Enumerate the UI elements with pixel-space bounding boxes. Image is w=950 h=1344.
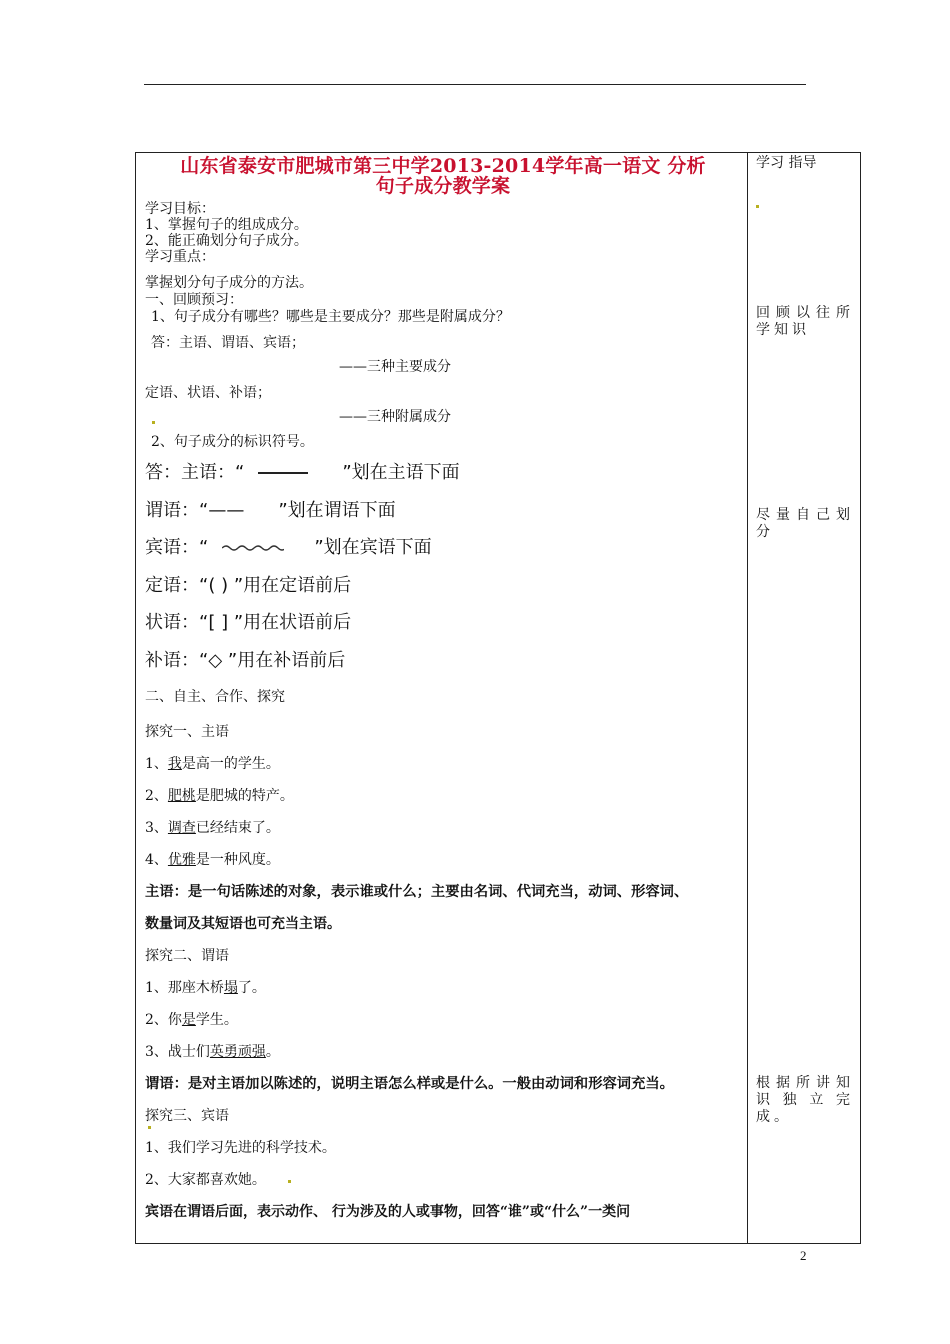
underlined-subject: 我 [167,756,182,772]
mark-object-suffix: ”划在宾语下面 [314,537,432,558]
example-rest: 了。 [237,980,266,996]
subject-example-4 [145,852,280,868]
example-rest: 是高一的学生。 [181,756,280,772]
section-2-heading: 二、自主、合作、探究 [145,689,285,705]
example-rest: 是一种风度。 [195,852,280,868]
underlined-predicate: 是 [181,1012,196,1028]
wavy-line-symbol [222,544,284,552]
header-rule [144,84,806,85]
underlined-subject: 优雅 [167,852,196,868]
example-text: 1、那座木桥 [145,980,224,996]
object-example-2: 2、大家都喜欢她。 [145,1172,266,1188]
speck-mark [152,421,155,424]
example-rest: 。 [265,1044,280,1060]
speck-mark [756,205,759,208]
focus-text: 掌握划分句子成分的方法。 [145,275,313,291]
underlined-subject: 调查 [167,820,196,836]
example-number: 4、 [145,852,168,868]
explore-2-heading: 探究二、谓语 [145,948,229,964]
main-column [145,153,741,1220]
example-rest: 学生。 [195,1012,238,1028]
title-line-1: 山东省泰安市肥城市第三中学2013-2014学年高一语文 分析 [180,155,706,177]
mark-complement: 补语：“◇ ”用在补语前后 [145,650,346,671]
underlined-predicate: 英勇顽强 [209,1044,266,1060]
example-rest: 是肥城的特产。 [195,788,294,804]
mark-adverbial: 状语：“[ ] ”用在状语前后 [145,612,352,633]
example-number: 3、 [145,820,168,836]
mark-predicate [145,501,396,521]
example-text: 2、你 [145,1012,182,1028]
review-answer-1: 答：主语、谓语、宾语； [151,335,305,351]
object-definition: 宾语在谓语后面，表示动作、 行为涉及的人或事物，回答“谁”或“什么”一类问 [145,1204,631,1220]
mark-attributive: 定语：“( ) ”用在定语前后 [145,575,352,596]
object-example-1: 1、我们学习先进的科学技术。 [145,1140,336,1156]
predicate-example-3 [145,1044,280,1060]
subject-example-3 [145,820,280,836]
review-question-1: 1、句子成分有哪些？哪些是主要成分？那些是附属成分？ [151,309,510,325]
guidance-note-practice: 根据所讲知识独立完成。 [756,1075,854,1125]
review-answer-2-note: ——三种附属成分 [339,409,451,425]
goal-1: 1、掌握句子的组成成分。 [145,217,308,233]
review-heading: 一、回顾预习： [145,292,243,308]
mark-object-prefix: 宾语：“ [145,537,209,558]
title-line-2: 句子成分教学案 [375,175,511,197]
underlined-predicate: 塌 [223,980,238,996]
subject-example-2 [145,788,294,804]
goal-2: 2、能正确划分句子成分。 [145,233,308,249]
predicate-definition: 谓语：是对主语加以陈述的，说明主语怎么样或是什么。一般由动词和形容词充当。 [145,1076,674,1092]
column-divider [747,153,748,1243]
review-answer-2: 定语、状语、补语； [145,385,271,401]
lesson-table [135,152,861,1244]
example-number: 2、 [145,788,168,804]
mark-subject-prefix: 答：主语：“ [145,462,245,483]
guidance-note-self: 尽量自己划分 [756,507,854,540]
review-question-2: 2、句子成分的标识符号。 [151,434,314,450]
double-underline-symbol [258,472,308,474]
goals-label: 学习目标： [145,201,215,217]
guidance-header: 学习 指导 [756,155,817,171]
explore-3-heading: 探究三、宾语 [145,1108,229,1124]
mark-subject-suffix: ”划在主语下面 [342,462,460,483]
explore-1-heading: 探究一、主语 [145,724,229,740]
mark-predicate-suffix: ”划在谓语下面 [278,500,396,521]
example-rest: 已经结束了。 [195,820,280,836]
mark-object [145,538,432,558]
speck-mark [288,1180,291,1183]
page-number: 2 [800,1248,807,1263]
guidance-note-review: 回顾以往所学知识 [756,305,854,338]
mark-subject [145,463,460,483]
review-answer-1-note: ——三种主要成分 [339,359,451,375]
subject-definition-line-2: 数量词及其短语也可充当主语。 [145,916,341,932]
focus-label: 学习重点： [145,249,215,265]
mark-predicate-prefix: 谓语：“—— [145,500,245,521]
subject-example-1 [145,756,280,772]
example-text: 3、战士们 [145,1044,210,1060]
example-number: 1、 [145,756,168,772]
underlined-subject: 肥桃 [167,788,196,804]
subject-definition-line-1: 主语：是一句话陈述的对象，表示谁或什么；主要由名词、代词充当，动词、形容词、 [145,884,689,900]
document-title [145,156,741,196]
speck-mark [148,1126,151,1129]
predicate-example-2 [145,1012,238,1028]
predicate-example-1 [145,980,266,996]
